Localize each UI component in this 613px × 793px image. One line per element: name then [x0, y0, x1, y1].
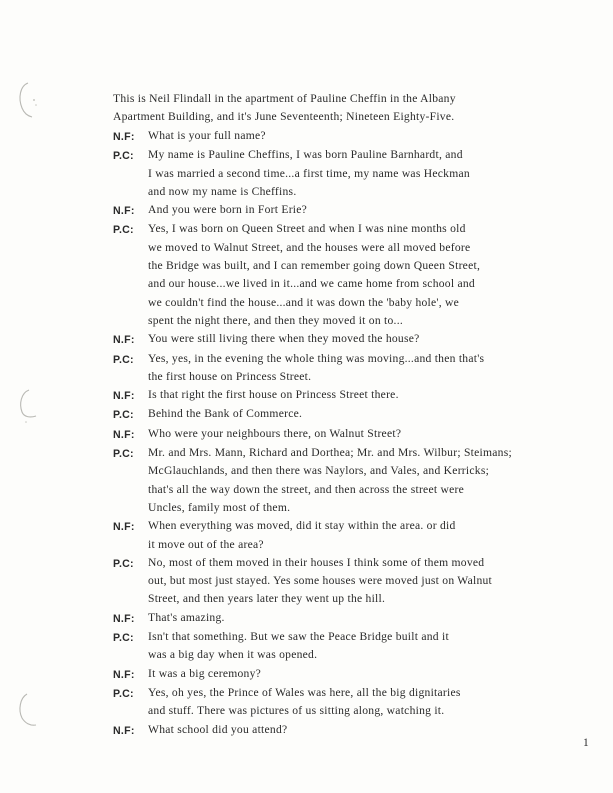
entry-text [148, 684, 533, 721]
entry-text [148, 405, 533, 423]
intro-line: This is Neil Flindall in the apartment of Pauline Cheffin in the Albany [113, 92, 456, 105]
speaker-label: N.F: [113, 724, 135, 737]
punch-hole-mark-icon [14, 690, 40, 730]
entry-line: Yes, oh yes, the Prince of Wales was here, all the big dignitaries [148, 685, 461, 699]
transcript-entry [113, 684, 533, 721]
speaker-label: N.F: [113, 205, 135, 218]
entry-line: When everything was moved, did it stay within the area. or did [148, 519, 456, 533]
entry-line: that's all the way down the street, and then across the street were [148, 482, 464, 496]
entry-text [148, 444, 533, 517]
speaker-label: P.C: [113, 150, 134, 163]
transcript-entry [113, 628, 533, 665]
transcript-entry [113, 127, 533, 146]
speaker-label: P.C: [113, 409, 134, 422]
entry-line: What school did you attend? [148, 722, 288, 736]
entry-text [148, 330, 533, 348]
entry-line: was a big day when it was opened. [148, 648, 318, 662]
transcript-entry [113, 386, 533, 405]
entry-line: What is your full name? [148, 129, 266, 142]
transcript-entry [113, 554, 533, 609]
entry-line: Yes, I was born on Queen Street and when I was nine months old [148, 222, 466, 236]
entry-text [148, 350, 533, 387]
entry-line: Is that right the first house on Princess Street there. [148, 388, 399, 402]
entry-line: Who were your neighbours there, on Walnut Street? [148, 426, 402, 440]
entry-line: we moved to Walnut Street, and the houses were all moved before [148, 240, 471, 254]
transcript-entry [113, 721, 533, 740]
transcript-entry [113, 405, 533, 424]
entry-line: Isn't that something. But we saw the Peace Bridge built and it [148, 630, 449, 644]
page-number: 1 [583, 737, 589, 749]
speaker-label: N.F: [113, 612, 135, 625]
transcript-entry [113, 517, 533, 554]
entry-line: Mr. and Mrs. Mann, Richard and Dorthea; Mr. and Mrs. Wilbur; Steimans; [148, 446, 512, 460]
entry-line: And you were born in Fort Erie? [148, 203, 308, 217]
entry-text [148, 201, 533, 219]
entry-line: spent the night there, and then they moved it on to... [148, 313, 403, 327]
entry-line: and our house...we lived in it...and we came home from school and [148, 277, 475, 291]
speaker-label: N.F: [113, 390, 135, 403]
entry-line: the Bridge was built, and I can remember going down Queen Street, [148, 259, 481, 273]
entry-text [148, 665, 533, 683]
entry-line: out, but most just stayed. Yes some houses were moved just on Walnut [148, 574, 493, 588]
entry-text [148, 721, 533, 739]
entry-line: Uncles, family most of them. [148, 500, 291, 514]
entry-line: No, most of them moved in their houses I think some of them moved [148, 555, 485, 569]
entry-text [148, 146, 533, 201]
speaker-label: P.C: [113, 632, 134, 645]
entry-text [148, 609, 533, 627]
entry-text [148, 425, 533, 443]
entry-line: and now my name is Cheffins. [148, 184, 297, 198]
entry-line: You were still living there when they moved the house? [148, 332, 420, 346]
transcript-entry [113, 220, 533, 330]
entry-text [148, 554, 533, 609]
speaker-label: P.C: [113, 557, 134, 570]
entry-line: That's amazing. [148, 610, 225, 624]
speaker-label: N.F: [113, 334, 135, 347]
speaker-label: P.C: [113, 448, 134, 461]
entry-text [148, 628, 533, 665]
speaker-label: N.F: [113, 668, 135, 681]
entry-line: I was married a second time...a first time, my name was Heckman [148, 166, 470, 180]
entry-line: the first house on Princess Street. [148, 369, 312, 383]
speaker-label: N.F: [113, 521, 135, 534]
entry-text [148, 220, 533, 330]
entry-text [148, 517, 533, 554]
entry-line: Yes, yes, in the evening the whole thing was moving...and then that's [148, 351, 485, 365]
entry-line: My name is Pauline Cheffins, I was born Pauline Barnhardt, and [148, 148, 463, 162]
speaker-label: P.C: [113, 224, 134, 237]
entry-line: we couldn't find the house...and it was down the 'baby hole', we [148, 295, 460, 309]
transcript-entry [113, 201, 533, 220]
transcript-entry [113, 350, 533, 387]
transcript-entry [113, 330, 533, 349]
entry-line: Street, and then years later they went up the hill. [148, 592, 386, 606]
speaker-label: P.C: [113, 687, 134, 700]
transcript [113, 127, 533, 740]
speaker-label: N.F: [113, 131, 135, 143]
transcript-entry [113, 444, 533, 517]
speaker-label: P.C: [113, 353, 134, 366]
entry-line: Behind the Bank of Commerce. [148, 407, 303, 421]
entry-line: it move out of the area? [148, 537, 264, 551]
entry-line: McGlauchlands, and then there was Naylors, and Vales, and Kerricks; [148, 464, 490, 478]
entry-line: and stuff. There was pictures of us sitting along, watching it. [148, 704, 445, 718]
entry-text [148, 127, 533, 145]
entry-text [148, 386, 533, 404]
speaker-label: N.F: [113, 428, 135, 441]
transcript-entry [113, 609, 533, 628]
intro-line: Apartment Building, and it's June Seventeenth; Nineteen Eighty-Five. [113, 110, 455, 124]
entry-line: It was a big ceremony? [148, 666, 262, 680]
intro-paragraph [113, 90, 533, 127]
punch-hole-mark-icon [14, 80, 40, 120]
transcript-entry [113, 146, 533, 201]
transcript-entry [113, 665, 533, 684]
punch-hole-mark-icon [14, 386, 40, 426]
transcript-entry [113, 425, 533, 444]
